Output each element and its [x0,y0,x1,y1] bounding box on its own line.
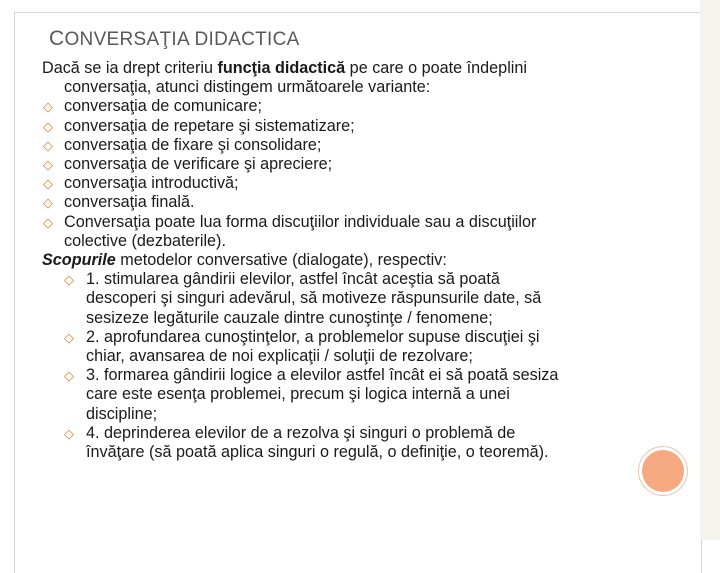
scope-line: 1. stimularea gândirii elevilor, astfel încât aceştia să poată [86,270,500,289]
hollow-diamond-bullet-icon: ◇ [43,118,53,134]
intro-line-1 [42,59,662,78]
scope-line: descoperi şi singuri adevărul, să motiveze răspunsurile date, să [86,289,542,308]
variant-item [42,193,662,212]
scope-line: chiar, avansarea de noi explicaţii / soluţii de rezolvare; [86,347,473,366]
intro-criterion: funcţia didactică [217,59,346,77]
hollow-diamond-bullet-icon: ◇ [43,137,53,153]
scope-line: învăţare (să poată aplica singuri o regulă, o definiţie, o teoremă). [86,443,549,462]
scopes-keyword: Scopurile [42,251,116,270]
intro-text-end: pe care o poate îndeplini [345,59,527,77]
title-rest: ONVERSAŢIA DIDACTICA [64,29,300,50]
scope-line: care este esenţa problemei, precum şi logica internă a unei [86,385,510,404]
individual-line-2: colective (dezbaterile). [64,231,226,250]
individual-text: Conversaţia poate lua forma discuţiilor individuale sau a discuţiilor [64,212,537,231]
hollow-diamond-bullet-icon: ◇ [64,425,74,441]
hollow-diamond-bullet-icon: ◇ [43,99,53,115]
variant-item [42,174,662,193]
hollow-diamond-bullet-icon: ◇ [64,272,74,288]
hollow-diamond-bullet-icon: ◇ [43,176,53,192]
hollow-diamond-bullet-icon: ◇ [43,214,53,230]
slide-body [42,59,662,462]
scope-item [42,366,662,424]
variant-text: conversaţia de verificare şi apreciere; [64,155,333,174]
scopes-lead-text: metodelor conversative (dialogate), respectiv: [115,251,447,270]
scope-line: 4. deprinderea elevilor de a rezolva şi singuri o problemă de [86,423,516,442]
right-decorative-band [700,0,720,540]
hollow-diamond-bullet-icon: ◇ [43,157,53,173]
slide-title [49,27,300,51]
variant-item [42,117,662,136]
variant-item [42,155,662,174]
variant-text: conversaţia introductivă; [64,174,239,193]
variant-text: conversaţia de repetare şi sistematizare; [64,116,355,135]
scope-item [42,328,662,366]
individual-item [42,213,662,232]
hollow-diamond-bullet-icon: ◇ [43,195,53,211]
scope-line: sesizeze legăturile cauzale dintre cunoştinţe / fenomene; [86,308,493,327]
intro-line-2: conversaţia, atunci distingem următoarele variante: [64,78,431,97]
variant-text: conversaţia finală. [64,193,195,212]
title-initial: C [49,27,65,50]
hollow-diamond-bullet-icon: ◇ [64,329,74,345]
scope-line: discipline; [86,404,158,423]
scope-line: 3. formarea gândirii logice a elevilor astfel încât ei să poată sesiza [86,366,559,385]
scopes-lead [42,251,662,270]
variant-text: conversaţia de comunicare; [64,97,262,116]
variant-text: conversaţia de fixare şi consolidare; [64,135,322,154]
variant-item [42,136,662,155]
hollow-diamond-bullet-icon: ◇ [64,368,74,384]
scope-item [42,270,662,328]
intro-text: Dacă se ia drept criteriu [42,59,218,77]
scope-line: 2. aprofundarea cunoştinţelor, a problemelor supuse discuţiei şi [86,327,540,346]
variant-item [42,97,662,116]
scope-item [42,424,662,462]
